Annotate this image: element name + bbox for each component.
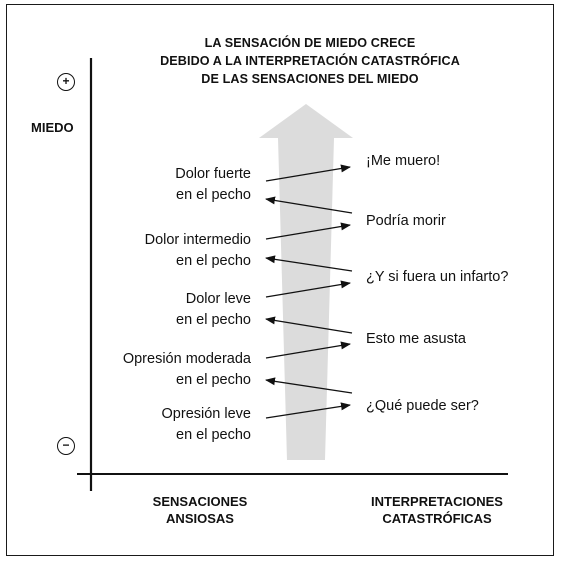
diagram-title-line-2: DEBIDO A LA INTERPRETACIÓN CATASTRÓFICA	[160, 54, 460, 68]
sensation-5-line-1: Opresión leve	[161, 406, 251, 422]
sensation-3-line-2: en el pecho	[176, 312, 251, 328]
interpretation-2: Podría morir	[366, 213, 446, 229]
interpretation-3: ¿Y si fuera un infarto?	[366, 269, 509, 285]
diagram-title-line-3: DE LAS SENSACIONES DEL MIEDO	[201, 72, 419, 86]
sensation-4-line-1: Opresión moderada	[122, 351, 251, 367]
x-axis-label-right-line-2: CATASTRÓFICAS	[382, 511, 492, 526]
x-axis-label-right	[344, 493, 530, 527]
x-axis-label-right-line-1: INTERPRETACIONES	[371, 494, 503, 509]
sensation-2	[145, 230, 251, 272]
sensation-1-line-1: Dolor fuerte	[175, 166, 251, 182]
interpretation-1: ¡Me muero!	[366, 153, 441, 169]
sensation-2-line-2: en el pecho	[176, 253, 251, 269]
y-axis-label: MIEDO	[31, 120, 74, 135]
plus-sign-icon: +	[57, 73, 75, 91]
sensation-5	[162, 404, 251, 446]
sensation-3	[176, 289, 251, 331]
interpretation-5: ¿Qué puede ser?	[366, 398, 479, 414]
diagram-title-line-1: LA SENSACIÓN DE MIEDO CRECE	[204, 36, 416, 50]
x-axis-label-left-line-2: ANSIOSAS	[166, 511, 234, 526]
interpretation-4: Esto me asusta	[366, 331, 466, 347]
sensation-2-line-1: Dolor intermedio	[144, 232, 251, 248]
minus-sign-icon: −	[57, 437, 75, 455]
sensation-5-line-2: en el pecho	[176, 427, 251, 443]
sensation-1-line-2: en el pecho	[176, 187, 251, 203]
x-axis-label-left-line-1: SENSACIONES	[152, 494, 248, 509]
sensation-4-line-2: en el pecho	[176, 372, 251, 388]
sensation-3-line-1: Dolor leve	[185, 291, 251, 307]
x-axis-label-left	[120, 493, 280, 527]
sensation-1	[175, 164, 251, 206]
sensation-4	[123, 349, 251, 391]
